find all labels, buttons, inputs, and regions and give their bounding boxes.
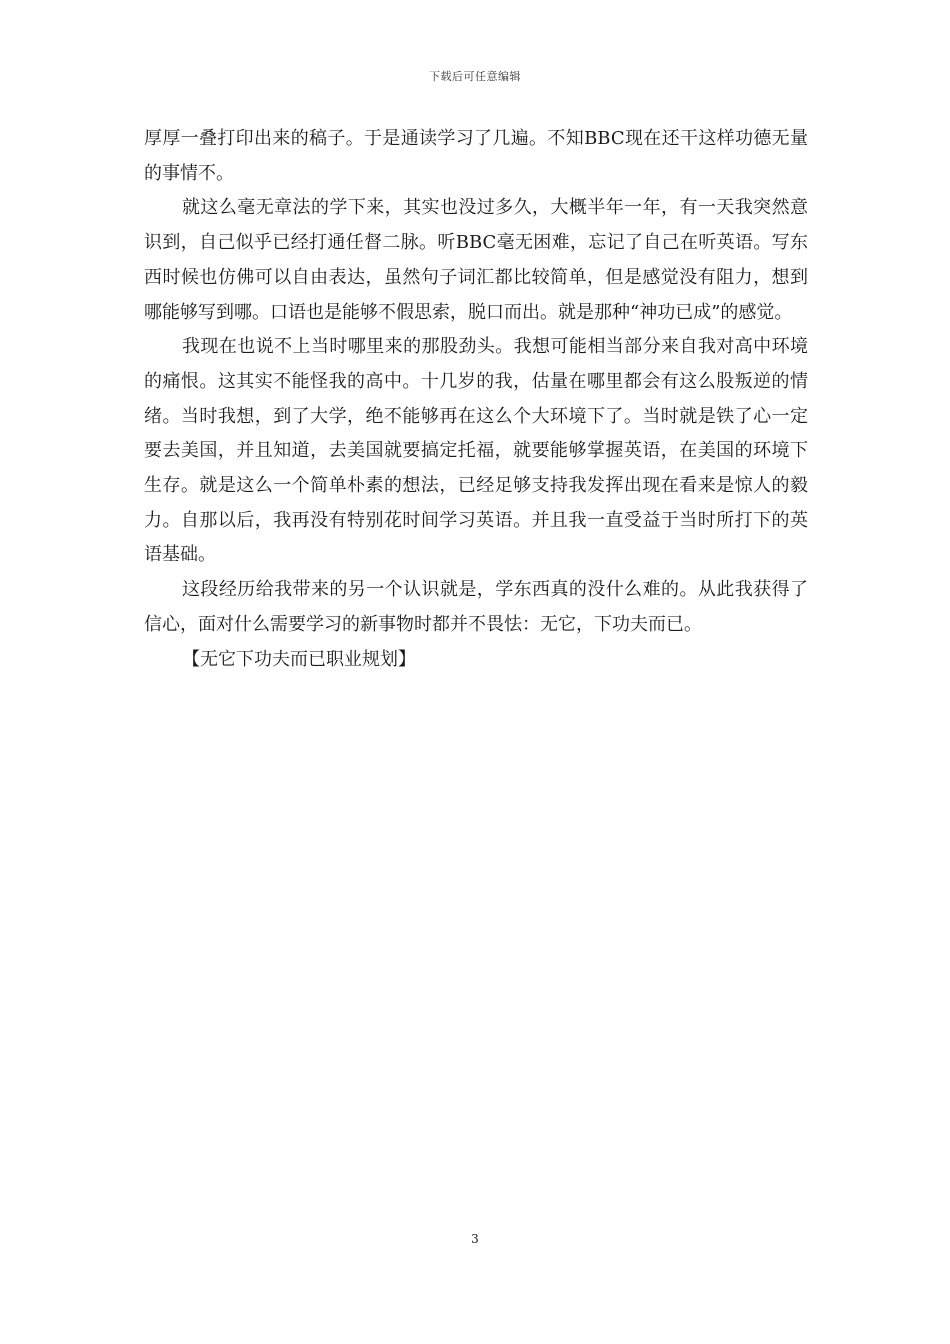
document-body	[144, 122, 808, 677]
page-header: 下载后可任意编辑	[429, 70, 521, 83]
paragraph-continuation: 厚厚一叠打印出来的稿子。于是通读学习了几遍。不知BBC现在还干这样功德无量的事情不。	[144, 128, 808, 184]
paragraph-breakthrough: 就这么毫无章法的学下来，其实也没过多久，大概半年一年，有一天我突然意识到，自己似乎已经打通任督二脉。听BBC毫无困难，忘记了自己在听英语。写东西时候也仿佛可以自由表达，虽然句子词汇都比较简单，但是感觉没有阻力，想到哪能够写到哪。口语也是能够不假思索，脱口而出。就是那种“神功已成”的感觉。	[144, 197, 808, 323]
paragraph-motivation: 我现在也说不上当时哪里来的那股劲头。我想可能相当部分来自我对高中环境的痛恨。这其实不能怪我的高中。十几岁的我，估量在哪里都会有这么股叛逆的情绪。当时我想，到了大学，绝不能够再在这么个大环境下了。当时就是铁了心一定要去美国，并且知道，去美国就要搞定托福，就要能够掌握英语，在美国的环境下生存。就是这么一个简单朴素的想法，已经足够支持我发挥出现在看来是惊人的毅力。自那以后，我再没有特别花时间学习英语。并且我一直受益于当时所打下的英语基础。	[144, 336, 808, 566]
section-heading: 【无它下功夫而已职业规划】	[182, 648, 416, 670]
paragraph-insight: 这段经历给我带来的另一个认识就是，学东西真的没什么难的。从此我获得了信心，面对什么需要学习的新事物时都并不畏怯：无它，下功夫而已。	[144, 579, 808, 635]
page-number: 3	[471, 1232, 479, 1246]
